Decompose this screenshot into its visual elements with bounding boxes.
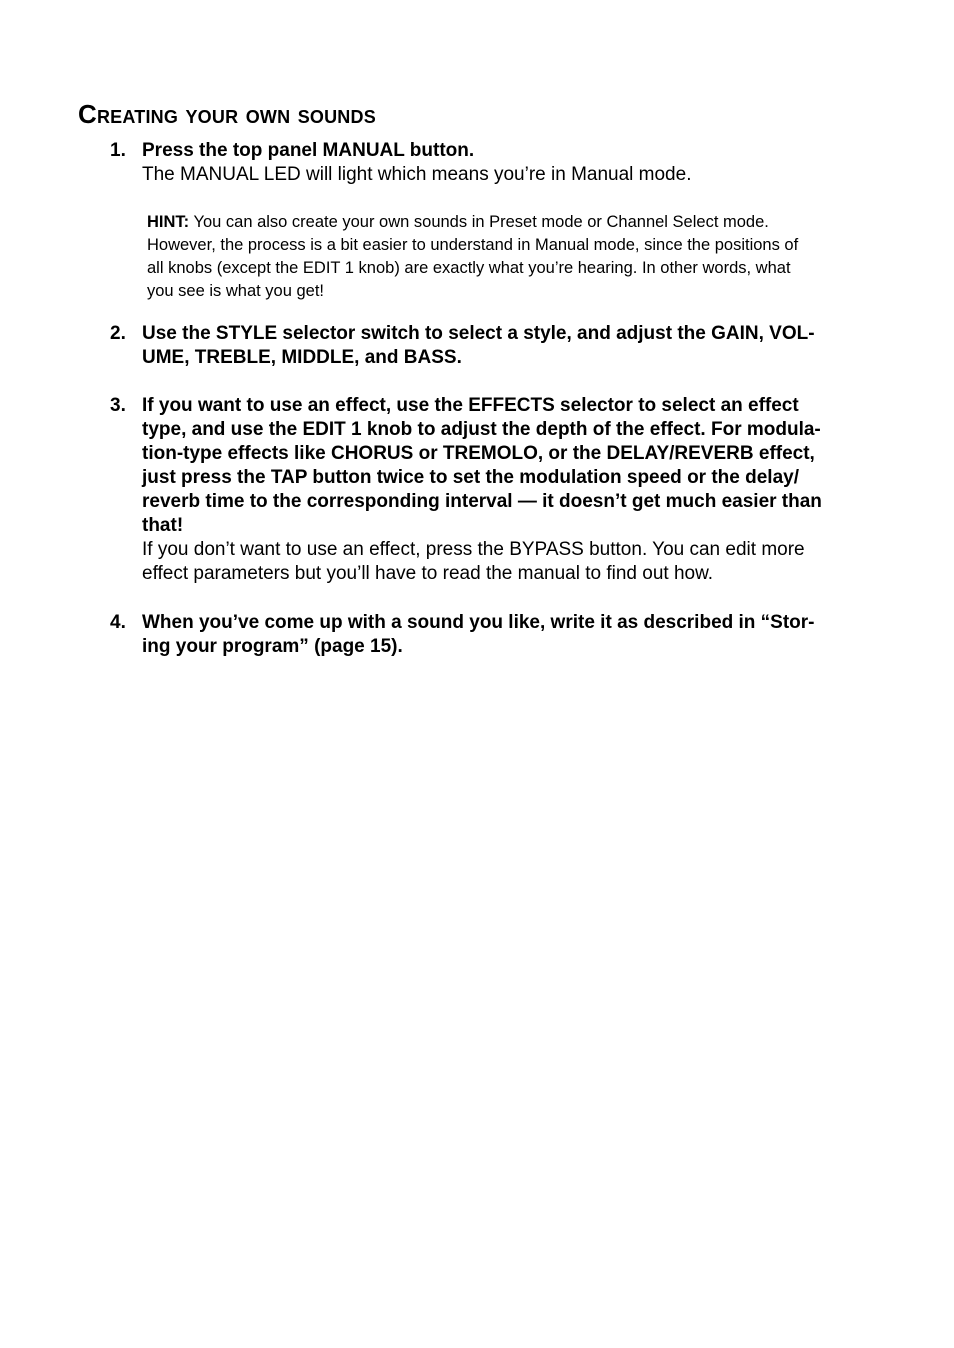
step-title-line: that! (142, 515, 184, 536)
step-number: 4. (110, 612, 126, 633)
step-title-line: UME, TREBLE, MIDDLE, and BASS. (142, 347, 462, 368)
hint-line (147, 211, 887, 234)
step-title-line: tion-type effects like CHORUS or TREMOLO, or the DELAY/REVERB effect, (142, 443, 815, 464)
hint-line: you see is what you get! (147, 282, 325, 300)
step-body (142, 322, 880, 370)
step-title-line: If you want to use an effect, use the EFFECTS selector to select an effect (142, 395, 799, 416)
step-body (142, 611, 880, 659)
step-number: 1. (110, 140, 126, 161)
step-title-line: Use the STYLE selector switch to select a style, and adjust the GAIN, VOL- (142, 323, 815, 344)
hint-text: You can also create your own sounds in Preset mode or Channel Select mode. (189, 213, 769, 231)
step-title-line: reverb time to the corresponding interval — it doesn’t get much easier than (142, 491, 822, 512)
step-title-line: Press the top panel MANUAL button. (142, 140, 475, 161)
step-number: 3. (110, 395, 126, 416)
step-desc-line: If you don’t want to use an effect, press the BYPASS button. You can edit more (142, 539, 805, 560)
step-body (142, 139, 880, 187)
step-desc-line: effect parameters but you’ll have to read the manual to find out how. (142, 563, 714, 584)
step-desc-line: The MANUAL LED will light which means you’re in Manual mode. (142, 164, 692, 185)
step-number: 2. (110, 323, 126, 344)
step-title-line: just press the TAP button twice to set the modulation speed or the delay/ (142, 467, 799, 488)
hint-note (147, 211, 887, 303)
hint-line: However, the process is a bit easier to understand in Manual mode, since the positions of (147, 236, 799, 254)
step-body (142, 394, 880, 586)
step-title-line: ing your program” (page 15). (142, 636, 403, 657)
hint-line: all knobs (except the EDIT 1 knob) are exactly what you’re hearing. In other words, what (147, 259, 791, 277)
hint-label: HINT: (147, 213, 190, 231)
section-heading: Creating your own sounds (78, 99, 376, 129)
step-title-line: type, and use the EDIT 1 knob to adjust the depth of the effect. For modula- (142, 419, 821, 440)
step-title-line: When you’ve come up with a sound you like, write it as described in “Stor- (142, 612, 815, 633)
